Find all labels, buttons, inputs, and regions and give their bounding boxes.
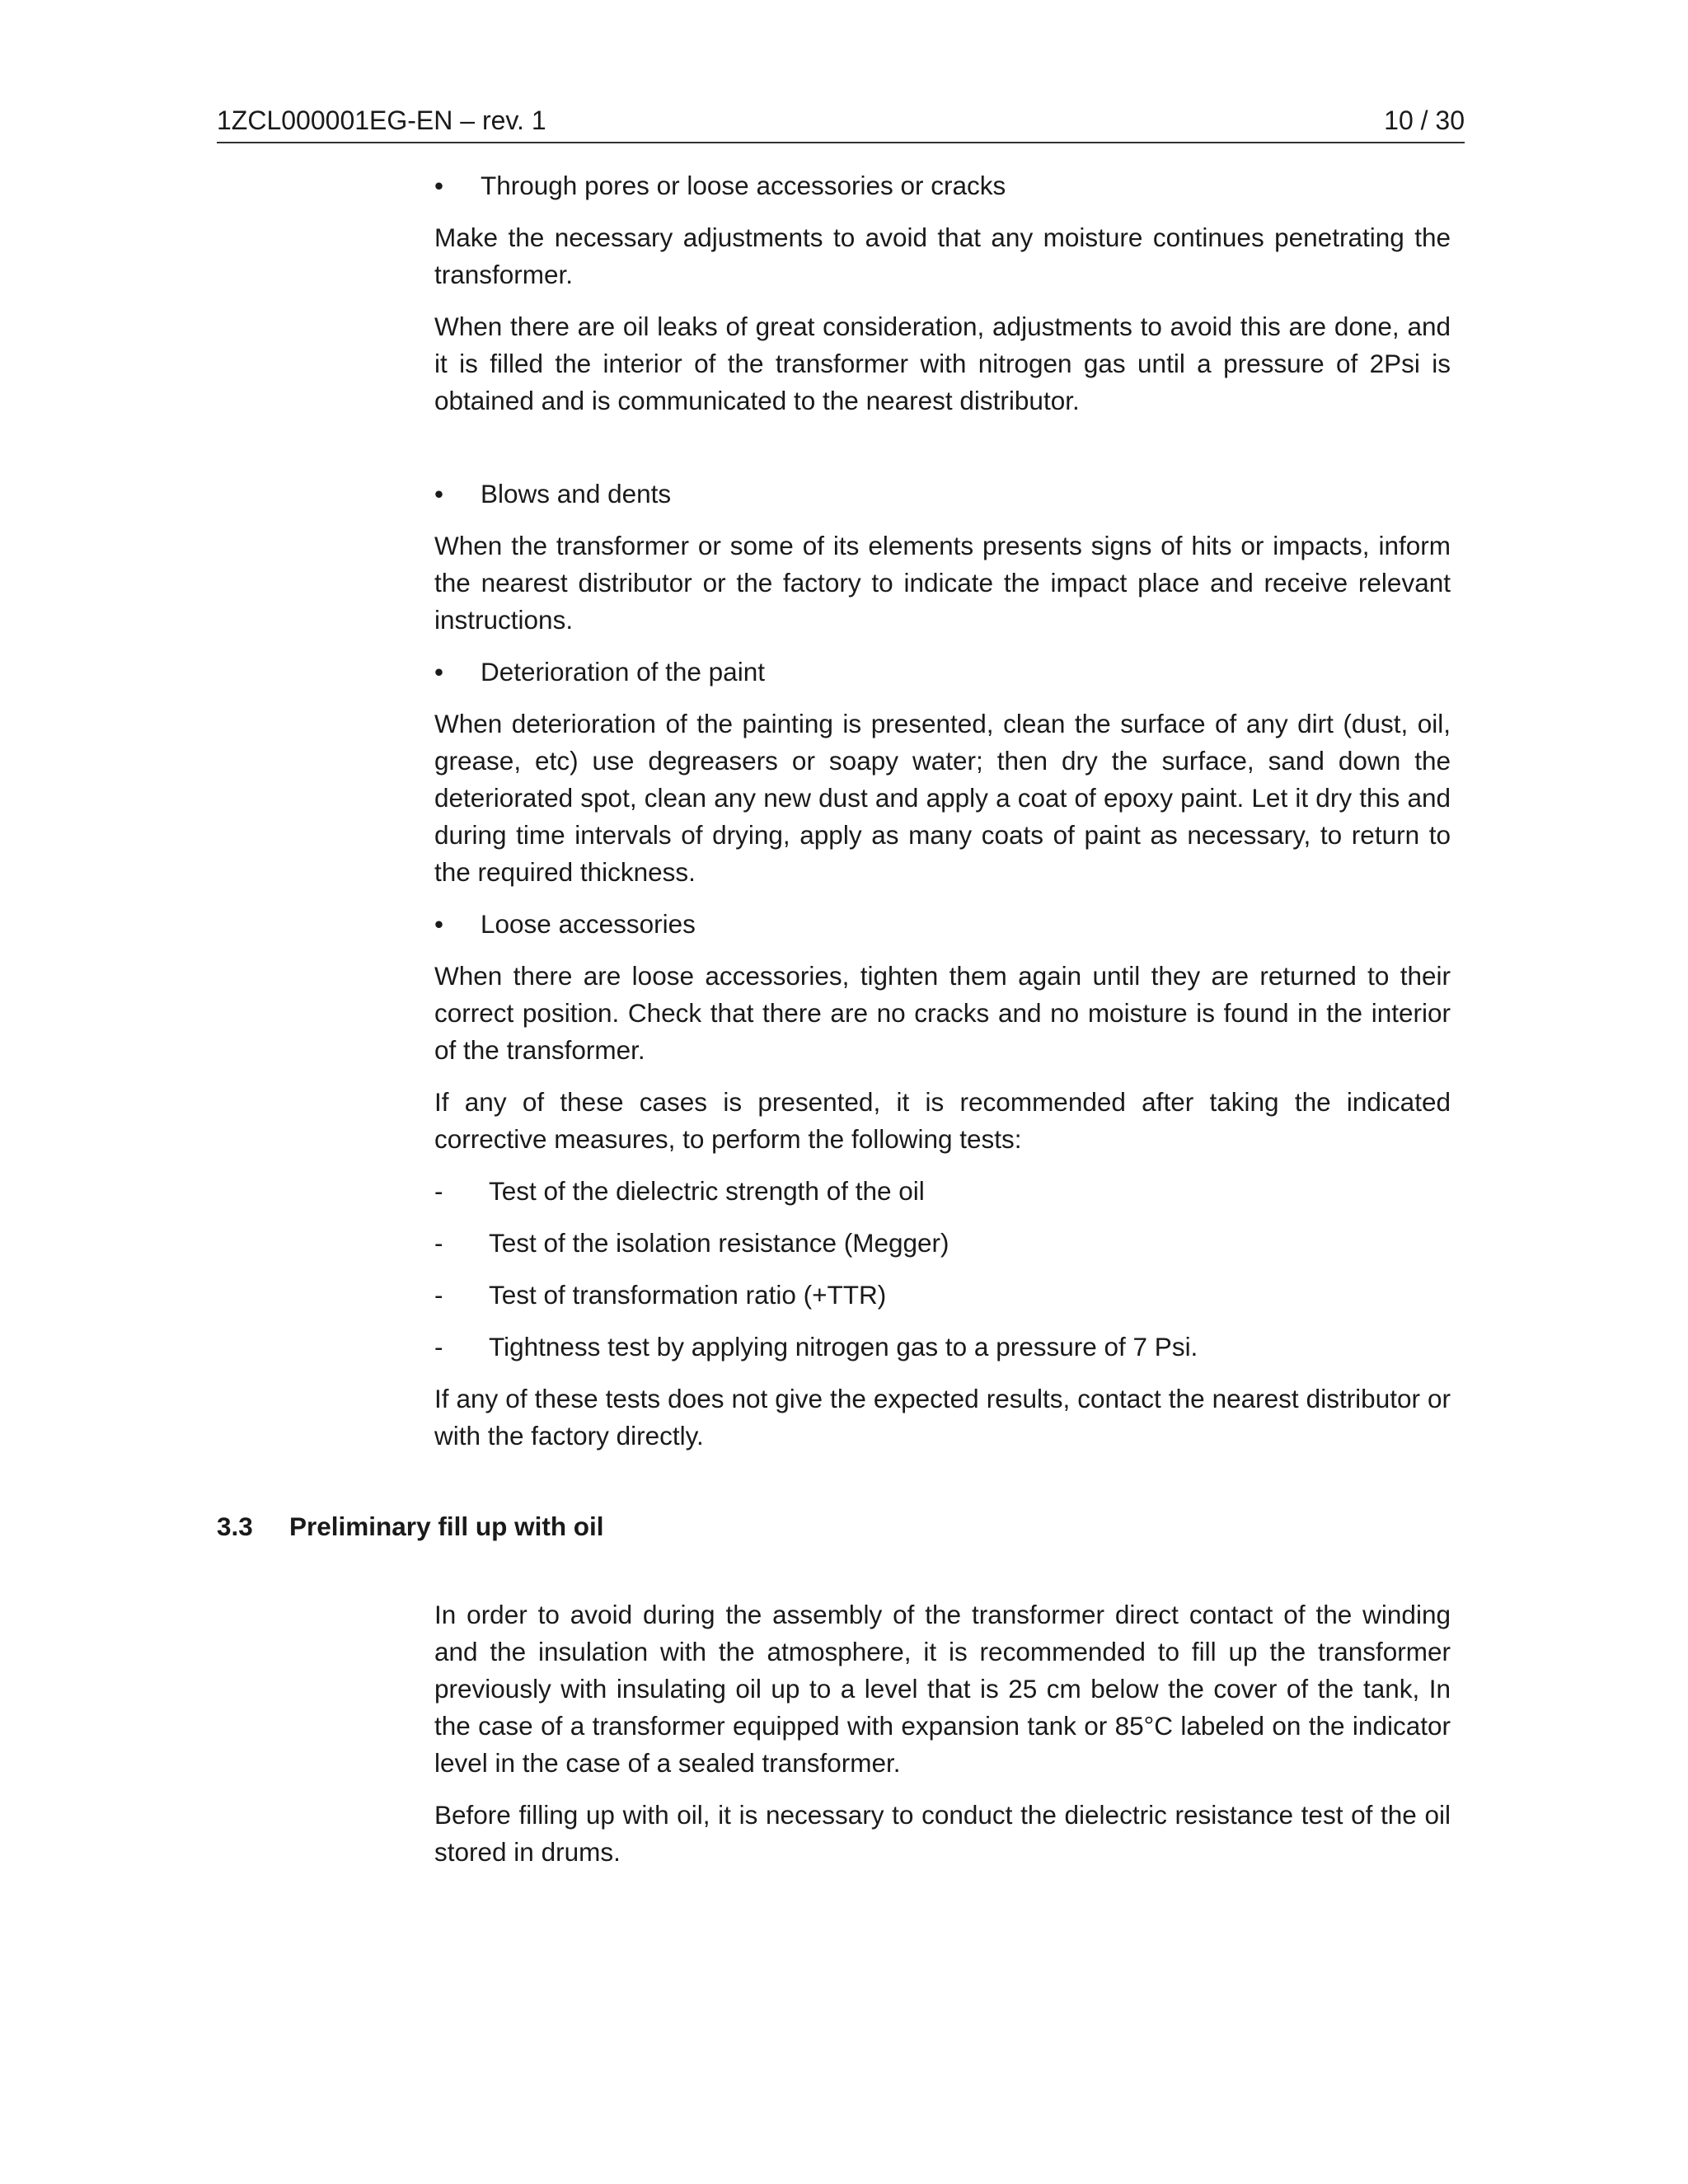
document-id: 1ZCL000001EG-EN – rev. 1 — [217, 105, 546, 135]
paragraph: Make the necessary adjustments to avoid that any moisture continues penetrating the transformer. — [434, 223, 1451, 289]
dash-text: Test of the isolation resistance (Megger) — [489, 1228, 950, 1258]
bullet-item — [434, 167, 1451, 204]
paragraph: When the transformer or some of its elements presents signs of hits or impacts, inform the nearest distributor or the factory to indicate the impact place and receive relevant instructions. — [434, 531, 1451, 635]
dash-marker: - — [434, 1228, 443, 1258]
dash-item — [434, 1173, 1451, 1210]
paragraph: If any of these cases is presented, it is recommended after taking the indicated corrective measures, to perform the following tests: — [434, 1087, 1451, 1154]
dash-item — [434, 1329, 1451, 1366]
page-number: 10 / 30 — [1384, 105, 1465, 135]
section-title: Preliminary fill up with oil — [289, 1511, 604, 1541]
bullet-text: Blows and dents — [481, 479, 672, 509]
bullet-text: Loose accessories — [481, 909, 696, 939]
paragraph: Before filling up with oil, it is necessary to conduct the dielectric resistance test of the oil stored in drums. — [434, 1800, 1451, 1867]
bullet-marker: • — [434, 909, 444, 939]
bullet-item — [434, 906, 1451, 943]
dash-item — [434, 1225, 1451, 1262]
paragraph: In order to avoid during the assembly of the transformer direct contact of the winding and the insulation with the atmosphere, it is recommended to fill up the transformer previously with insulating oil up to a level that is 25 cm below the cover of the tank, In the case of a transformer equipped with expansion tank or 85°C labeled on the indicator level in the case of a sealed transformer. — [434, 1600, 1451, 1778]
paragraph: When there are loose accessories, tighten them again until they are returned to their correct position. Check that there are no cracks and no moisture is found in the interior of the transformer. — [434, 961, 1451, 1065]
paragraph: When there are oil leaks of great consideration, adjustments to avoid this are done, and it is filled the interior of the transformer with nitrogen gas until a pressure of 2Psi is obtained and is communicated to the nearest distributor. — [434, 312, 1451, 415]
paragraph: If any of these tests does not give the expected results, contact the nearest distributor or with the factory directly. — [434, 1384, 1451, 1451]
bullet-item — [434, 476, 1451, 513]
main-content — [434, 167, 1451, 1469]
spacer — [434, 434, 1451, 476]
bullet-item — [434, 654, 1451, 691]
section-heading — [217, 1508, 604, 1545]
dash-marker: - — [434, 1176, 443, 1206]
paragraph: When deterioration of the painting is presented, clean the surface of any dirt (dust, oil, grease, etc) use degreasers or soapy water; then dry the surface, sand down the deteriorated spot, clean any new dust and apply a coat of epoxy paint. Let it dry this and during time intervals of drying, apply as many coats of paint as necessary, to return to the required thickness. — [434, 709, 1451, 887]
dash-text: Test of the dielectric strength of the oil — [489, 1176, 925, 1206]
page-header — [217, 104, 1465, 143]
dash-text: Tightness test by applying nitrogen gas to a pressure of 7 Psi. — [489, 1332, 1198, 1361]
dash-marker: - — [434, 1280, 443, 1310]
bullet-marker: • — [434, 657, 444, 687]
dash-item — [434, 1277, 1451, 1314]
bullet-text: Deterioration of the paint — [481, 657, 765, 687]
bullet-marker: • — [434, 479, 444, 509]
section-number: 3.3 — [217, 1511, 253, 1541]
dash-marker: - — [434, 1332, 443, 1361]
bullet-text: Through pores or loose accessories or cracks — [481, 171, 1006, 200]
section-content — [434, 1596, 1451, 1886]
dash-text: Test of transformation ratio (+TTR) — [489, 1280, 887, 1310]
bullet-marker: • — [434, 171, 444, 200]
